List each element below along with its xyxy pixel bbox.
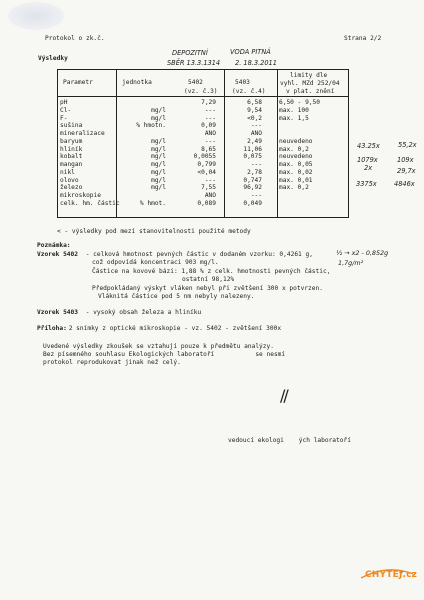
col-header-sample-5403: 5403	[235, 79, 250, 86]
cell-sample-5402: 0,799	[197, 161, 216, 168]
chytej-logo	[357, 568, 417, 586]
cell-unit: mg/l	[151, 153, 166, 161]
cell-parameter: sušina	[60, 122, 83, 130]
cell-limit: neuvedeno	[279, 153, 313, 161]
note-sample-5402-label: Vzorek 5402	[37, 251, 78, 258]
cell-sample-5403: 0,075	[243, 153, 262, 161]
cell-sample-5403: 96,92	[243, 184, 262, 192]
results-heading: Výsledky	[38, 55, 68, 62]
disclaimer-line-3: protokol reprodukovat jinak než celý.	[43, 359, 181, 366]
cell-sample-5403: ---	[250, 192, 262, 199]
cell-sample-5403: 9,54	[247, 106, 262, 114]
subheader-sample-5402: (vz. č.3)	[184, 88, 218, 95]
cell-parameter: mikroskopie	[60, 192, 101, 199]
signature-caption: vedoucí ekologi ých laboratoří	[228, 437, 351, 444]
cell-parameter: mineralizace	[60, 130, 105, 137]
note-line-1: - celková hmotnost pevných částic v dodaném vzorku: 0,4261 g,	[82, 251, 313, 258]
footnote: < - výsledky pod mezí stanovitelnosti použité metody	[57, 228, 251, 235]
note-line-6: Vláknitá částice pod 5 nm nebyly nalezeny.	[98, 293, 255, 300]
cell-parameter: železo	[60, 184, 83, 192]
cell-unit: mg/l	[151, 184, 166, 192]
cell-sample-5403: ---	[250, 122, 262, 130]
cell-sample-5402: 0,0055	[193, 153, 216, 161]
cell-parameter: hliník	[60, 145, 83, 153]
subheader-sample-5403: (vz. č.4)	[232, 88, 266, 95]
disclaimer-line-2: Bez písemného souhlasu Ekologických laboratoří se nesmí	[43, 351, 286, 358]
cell-limit: max. 0,02	[279, 168, 313, 176]
cell-sample-5402: ANO	[204, 192, 216, 199]
handwritten-sampling-date-1: SBĚR 13.3.1314	[167, 59, 221, 67]
handwritten-annotation-1b: 55,2x	[398, 141, 417, 149]
cell-unit: % hmot.	[139, 199, 166, 207]
cell-sample-5402: 7,29	[201, 99, 216, 106]
cell-sample-5403: 6,58	[247, 99, 262, 106]
faded-stamp	[8, 2, 64, 30]
cell-parameter: mangan	[60, 161, 83, 168]
cell-limit: max. 0,2	[279, 184, 309, 192]
cell-sample-5403: ANO	[250, 130, 262, 137]
handwritten-sampling-date-2: 2. 18.3.2011	[235, 59, 277, 67]
cell-parameter: celk. hm. částic	[60, 199, 120, 207]
cell-sample-5403: 0,747	[243, 176, 262, 184]
note-line-3: Částice na kovové bázi: 1,88 % z celk. hmotnosti pevných částic,	[92, 268, 331, 275]
handwritten-annotation-2a: 1079x	[357, 156, 378, 164]
attachment-label: Příloha:	[37, 325, 67, 332]
cell-unit: mg/l	[151, 106, 166, 114]
cell-sample-5402: <0,04	[197, 168, 216, 176]
note-heading: Poznámka:	[37, 242, 71, 249]
cell-sample-5402: ---	[204, 137, 216, 145]
cell-parameter: baryum	[60, 137, 83, 145]
cell-sample-5402: ---	[204, 106, 216, 114]
col-header-limit-2: vyhl. MZd 252/04	[280, 80, 340, 87]
sample-5403-label: Vzorek 5403	[37, 309, 78, 316]
col-header-parameter: Parametr	[63, 79, 93, 86]
cell-limit: max. 0,05	[279, 161, 313, 168]
cell-unit: mg/l	[151, 168, 166, 176]
cell-unit: mg/l	[151, 137, 166, 145]
cell-unit: % hmotn.	[136, 122, 166, 130]
handwritten-annotation-3a: 2x	[364, 164, 373, 172]
cell-sample-5403: 11,06	[243, 145, 262, 153]
cell-unit: mg/l	[151, 145, 166, 153]
header-divider	[57, 96, 349, 97]
col-header-limit-1: limity dle	[290, 72, 328, 79]
note-line-5: Předpokládaný výskyt vláken nebyl při zvětšení 300 x potvrzen.	[92, 285, 323, 292]
note-line-4: ostatní 98,12%	[182, 276, 235, 283]
protocol-number-label: Protokol o zk.č.	[45, 35, 105, 42]
cell-sample-5403: 0,049	[243, 199, 262, 207]
handwritten-voda-pitna: VODA PITNÁ	[230, 48, 271, 56]
cell-sample-5403: 2,78	[247, 168, 262, 176]
cell-sample-5402: 0,09	[201, 122, 216, 130]
cell-sample-5402: 7,55	[201, 184, 216, 192]
handwritten-note-2: 1,7g/m²	[338, 259, 364, 267]
cell-limit: neuvedeno	[279, 137, 313, 145]
handwritten-annotation-2b: 109x	[397, 156, 414, 164]
cell-limit: 6,50 - 9,50	[279, 99, 320, 106]
col-header-unit: jednotka	[122, 79, 152, 86]
note-line-2: což odpovídá koncentraci 903 mg/l.	[92, 259, 219, 266]
cell-sample-5403: <0,2	[247, 114, 262, 122]
handwritten-note-1: ½ → x2 - 0,852g	[336, 249, 389, 257]
cell-unit: mg/l	[151, 161, 166, 168]
cell-parameter: Cl-	[60, 106, 72, 114]
cell-sample-5402: ANO	[204, 130, 216, 137]
cell-parameter: F-	[60, 114, 68, 122]
signature: //	[280, 386, 287, 405]
cell-parameter: pH	[60, 99, 68, 106]
cell-sample-5402: ---	[204, 176, 216, 184]
cell-parameter: nikl	[60, 168, 75, 176]
col-header-sample-5402: 5402	[188, 79, 203, 86]
cell-limit: max. 0,2	[279, 145, 309, 153]
logo-text: CHYTEJ.cz	[365, 570, 418, 580]
cell-limit: max. 1,5	[279, 114, 309, 122]
handwritten-annotation-4b: 4846x	[394, 180, 415, 188]
cell-sample-5403: ---	[250, 161, 262, 168]
cell-sample-5402: ---	[204, 114, 216, 122]
sample-5403-text: - vysoký obsah železa a hliníku	[82, 309, 202, 316]
handwritten-depozitni: DEPOZITNÍ	[172, 49, 208, 57]
handwritten-annotation-1a: 43.25x	[357, 142, 380, 150]
cell-sample-5402: 8,65	[201, 145, 216, 153]
disclaimer-line-1: Uvedené výsledky zkoušek se vztahují pouze k předmětu analýzy.	[43, 343, 274, 350]
page-indicator: Strana 2/2	[344, 35, 382, 42]
attachment-text: 2 snímky z optické mikroskopie - vz. 5402 - zvětšení 300x	[65, 325, 282, 332]
cell-parameter: kobalt	[60, 153, 83, 161]
handwritten-annotation-3b: 29,7x	[397, 167, 416, 175]
cell-sample-5403: 2,49	[247, 137, 262, 145]
subheader-limit: v plat. znění	[286, 88, 335, 95]
handwritten-annotation-4a: 3375x	[356, 180, 377, 188]
cell-unit: mg/l	[151, 114, 166, 122]
cell-parameter: olovo	[60, 176, 79, 184]
cell-sample-5402: 0,089	[197, 199, 216, 207]
cell-unit: mg/l	[151, 176, 166, 184]
cell-limit: max. 100	[279, 106, 309, 114]
cell-limit: max. 0,01	[279, 176, 313, 184]
